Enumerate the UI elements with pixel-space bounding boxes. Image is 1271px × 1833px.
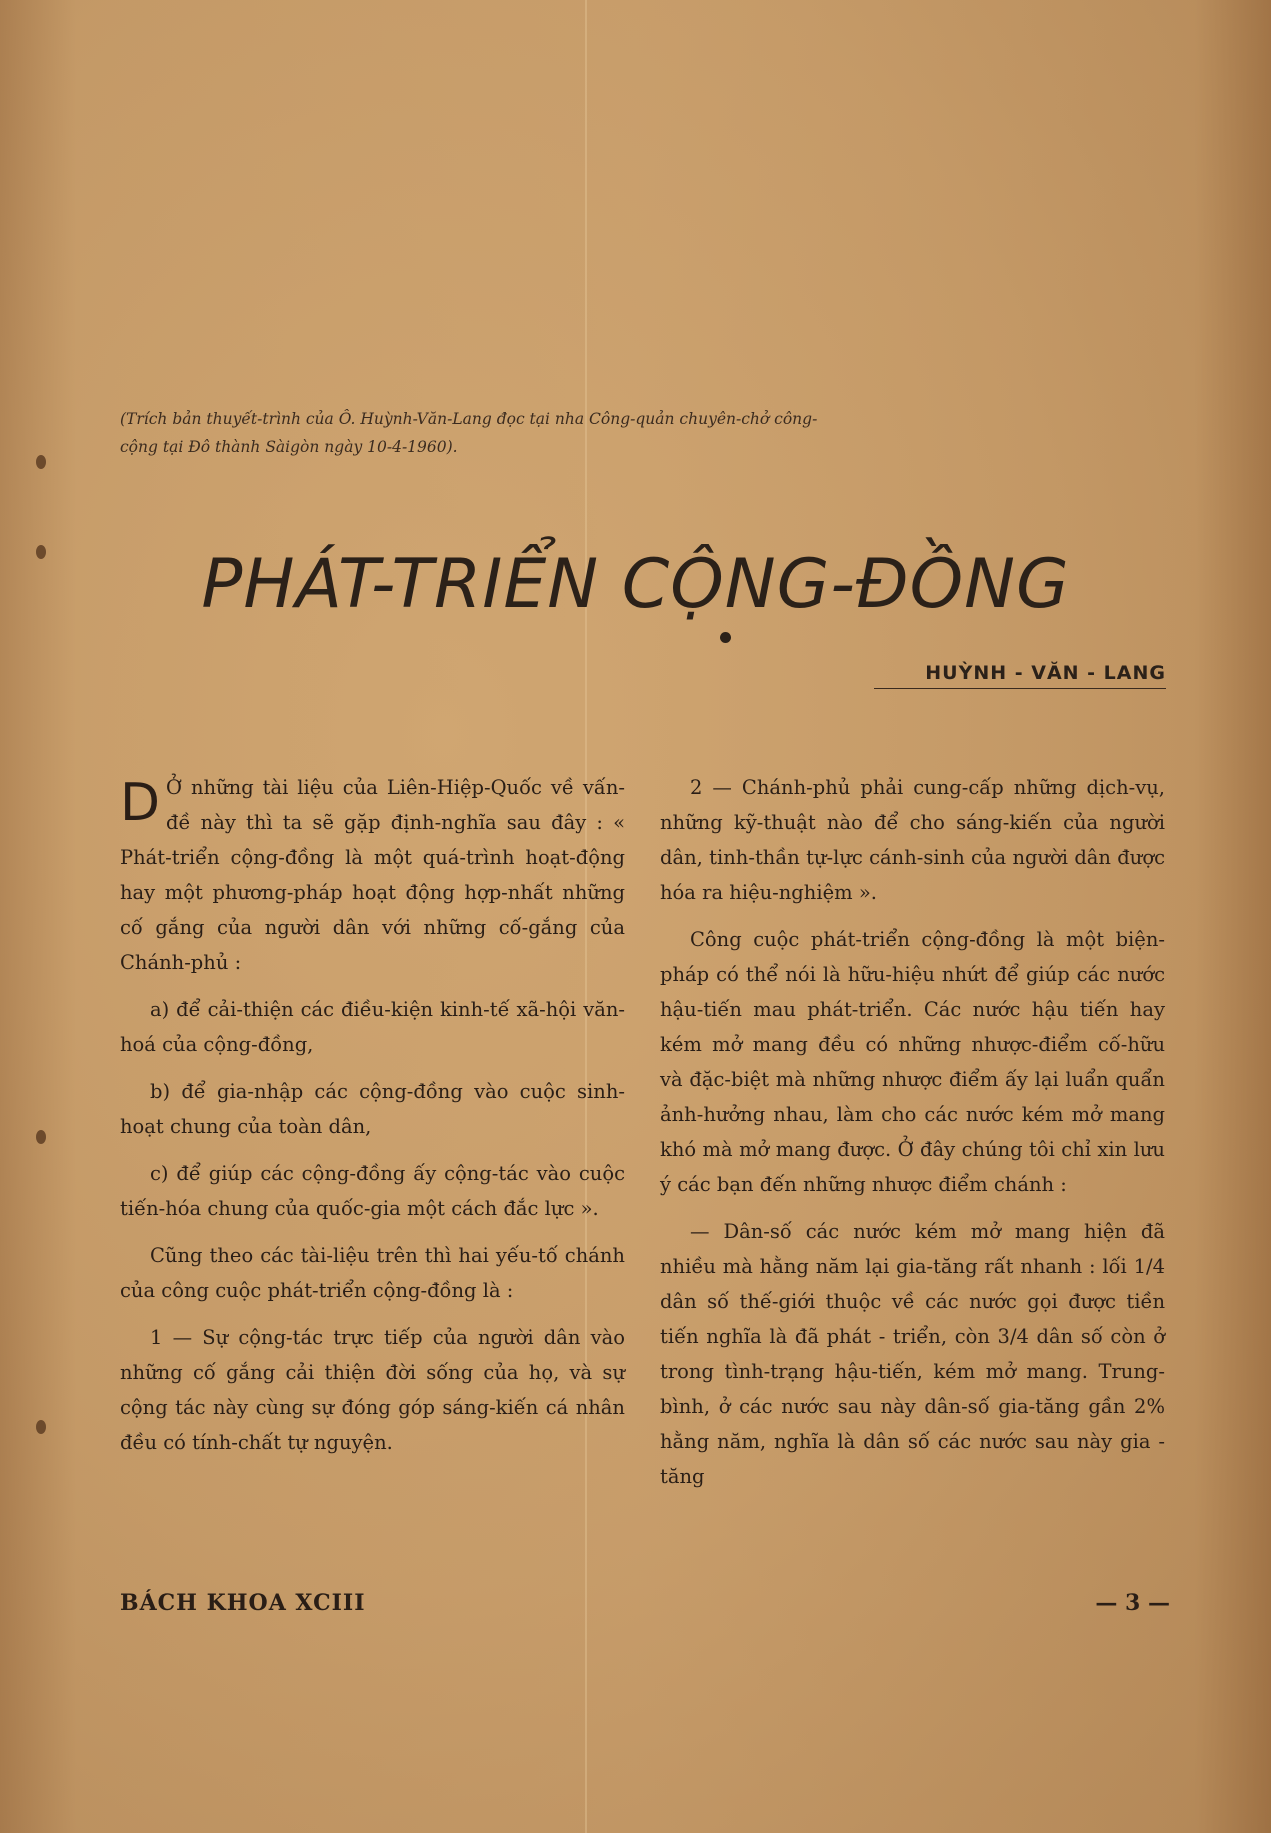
binding-hole	[36, 1420, 46, 1434]
author-byline: HUỲNH - VĂN - LANG	[874, 662, 1166, 689]
paragraph: — Dân-số các nước kém mở mang hiện đã nhiều mà hằng năm lại gia-tăng rất nhanh : lối 1/4 dân số thế-giới thuộc về các nước gọi được tiền tiến nghĩa là đã phát - triển, còn 3/4 dân số còn ở trong tình-trạng hậu-tiến, kém mở mang. Trung-bình, ở các nước sau này dân-số gia-tăng gần 2% hằng năm, nghĩa là dân số các nước sau này gia - tăng	[660, 1220, 1165, 1488]
article-title: PHÁT-TRIỂN CỘNG-ĐỒNG	[201, 545, 1070, 624]
list-item-1: 1 — Sự cộng-tác trực tiếp của người dân vào những cố gắng cải thiện đời sống của họ, và sự cộng tác này cùng sự đóng góp sáng-kiến cá nhân đều có tính-chất tự nguyện.	[120, 1326, 625, 1454]
list-item-c: c) để giúp các cộng-đồng ấy cộng-tác vào cuộc tiến-hóa chung của quốc-gia một cách đắc lực ».	[120, 1162, 625, 1220]
page-number: — 3 —	[1095, 1590, 1170, 1616]
paragraph: Công cuộc phát-triển cộng-đồng là một biện-pháp có thể nói là hữu-hiệu nhứt để giúp các nước hậu-tiến mau phát-triển. Các nước hậu tiến hay kém mở mang đều có những nhược-điểm cố-hữu và đặc-biệt mà những nhược điểm ấy lại luẩn quẩn ảnh-hưởng nhau, làm cho các nước kém mở mang khó mà mở mang được. Ở đây chúng tôi chỉ xin lưu ý các bạn đến những nhược điểm chánh :	[660, 928, 1165, 1196]
list-item-a: a) để cải-thiện các điều-kiện kinh-tế xã-hội văn-hoá của cộng-đồng,	[120, 998, 625, 1056]
list-item-2: 2 — Chánh-phủ phải cung-cấp những dịch-vụ, những kỹ-thuật nào để cho sáng-kiến của người dân, tinh-thần tự-lực cánh-sinh của người dân được hóa ra hiệu-nghiệm ».	[660, 776, 1165, 904]
publication-footer: BÁCH KHOA XCIII	[120, 1590, 366, 1616]
title-ornament-dot	[720, 632, 731, 643]
intro-note: (Trích bản thuyết-trình của Ô. Huỳnh-Văn-Lang đọc tại nha Công-quản chuyên-chở công-cộng tại Đô thành Sàigòn ngày 10-4-1960).	[120, 410, 818, 456]
drop-cap: D	[120, 773, 161, 833]
paragraph: Cũng theo các tài-liệu trên thì hai yếu-tố chánh của công cuộc phát-triển cộng-đồng là :	[120, 1244, 625, 1302]
left-column	[120, 770, 625, 1472]
right-column	[660, 770, 1165, 1506]
binding-hole	[36, 1130, 46, 1144]
list-item-b: b) để gia-nhập các cộng-đồng vào cuộc sinh-hoạt chung của toàn dân,	[120, 1080, 625, 1138]
opening-paragraph-text: Ở những tài liệu của Liên-Hiệp-Quốc về vấn-đề này thì ta sẽ gặp định-nghĩa sau đây : « Phát-triển cộng-đồng là một quá-trình hoạt-động hay một phương-pháp hoạt động hợp-nhất những cố gắng của người dân với những cố-gắng của Chánh-phủ :	[120, 776, 625, 974]
binding-hole	[36, 455, 46, 469]
opening-paragraph	[120, 770, 625, 980]
